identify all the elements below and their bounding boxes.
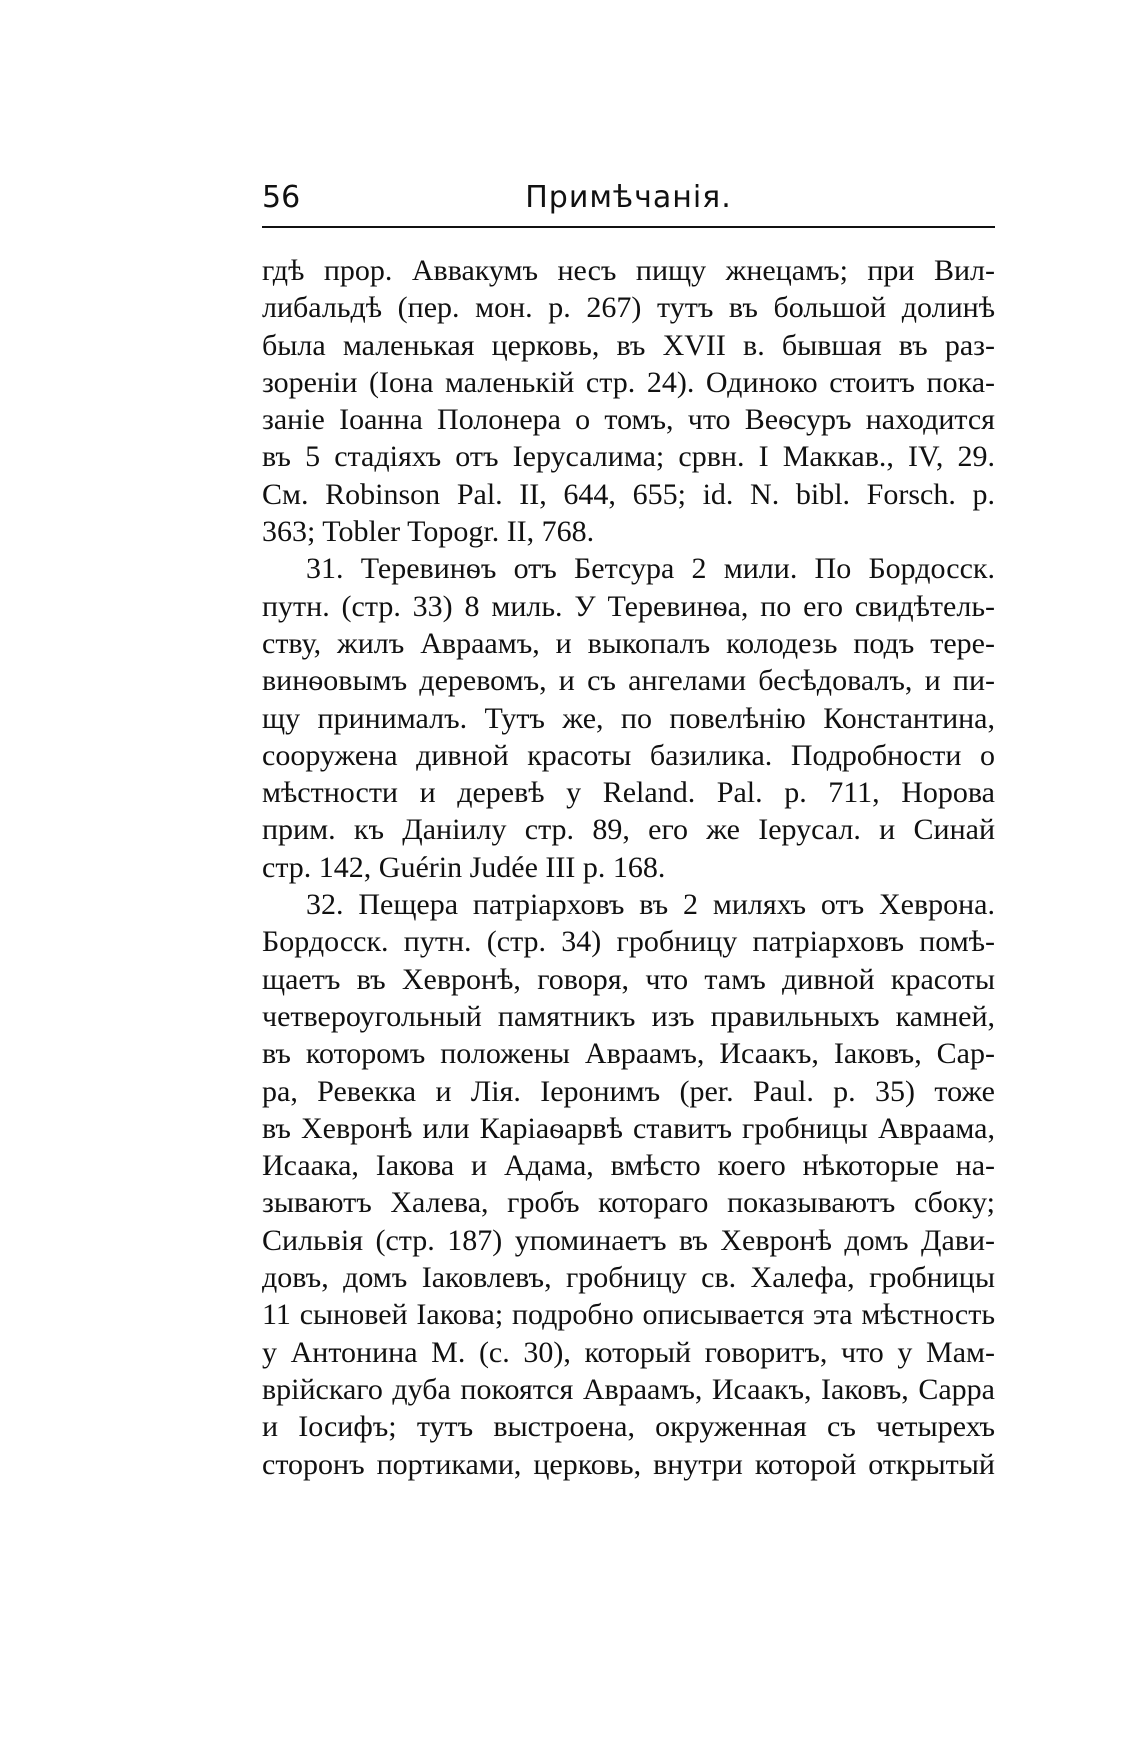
text-line: прим. къ Даніилу стр. 89, его же Іерусал. и Синай bbox=[262, 813, 995, 847]
text-line: Сильвія (стр. 187) упоминаетъ въ Хевронѣ домъ Дави- bbox=[262, 1223, 995, 1257]
page-header bbox=[262, 178, 995, 222]
text-line: мѣстности и деревѣ у Reland. Pal. p. 711, Норова bbox=[262, 776, 995, 810]
running-title: Примѣчанія. bbox=[525, 180, 732, 215]
note-32-start: 32. Пещера патріарховъ въ 2 миляхъ отъ Хеврона. bbox=[306, 888, 995, 922]
text-line: въ 5 стадіяхъ отъ Іерусалима; срвн. I Маккав., IV, 29. bbox=[262, 440, 995, 474]
text-line: щаетъ въ Хевронѣ, говоря, что тамъ дивной красоты bbox=[262, 962, 995, 996]
text-line: была маленькая церковь, въ XVII в. бывшая въ раз- bbox=[262, 328, 995, 362]
text-line: въ Хевронѣ или Каріаѳарвѣ ставитъ гробницы Авраама, bbox=[262, 1111, 995, 1145]
text-line: у Антонина М. (с. 30), который говоритъ, что у Мам- bbox=[262, 1335, 995, 1369]
text-line: ра, Ревекка и Лія. Іеронимъ (per. Paul. p. 35) тоже bbox=[262, 1074, 995, 1108]
text-line: Бордосск. путн. (стр. 34) гробницу патріарховъ помѣ- bbox=[262, 925, 995, 959]
header-rule bbox=[262, 226, 995, 228]
note-31-start: 31. Теревинѳъ отъ Бетсура 2 мили. По Бордосск. bbox=[306, 552, 995, 586]
text-line: зываютъ Халева, гробъ котораго показываютъ сбоку; bbox=[262, 1186, 995, 1220]
text-line: стр. 142, Guérin Judée III p. 168. bbox=[262, 850, 666, 884]
text-line: заніе Іоанна Полонера о томъ, что Веѳсуръ находится bbox=[262, 403, 995, 437]
text-line: въ которомъ положены Авраамъ, Исаакъ, Іаковъ, Сар- bbox=[262, 1037, 995, 1071]
body-text bbox=[262, 252, 995, 1483]
text-line: 11 сыновей Іакова; подробно описывается эта мѣстность bbox=[262, 1298, 995, 1332]
text-line: гдѣ прор. Аввакумъ несъ пищу жнецамъ; при Вил- bbox=[262, 254, 995, 287]
text-line: сооружена дивной красоты базилика. Подробности о bbox=[262, 738, 995, 772]
text-line: четвероугольный памятникъ изъ правильныхъ камней, bbox=[262, 999, 995, 1033]
page-number: 56 bbox=[262, 180, 301, 215]
text-line: щу принималъ. Тутъ же, по повелѣнію Константина, bbox=[262, 701, 995, 735]
text-line: Исаака, Іакова и Адама, вмѣсто коего нѣкоторые на- bbox=[262, 1149, 995, 1183]
text-line: либальдѣ (пер. мон. р. 267) тутъ въ большой долинѣ bbox=[262, 291, 995, 325]
text-line: См. Robinson Pal. II, 644, 655; id. N. bibl. Forsch. p. bbox=[262, 477, 995, 511]
text-line: и Іосифъ; тутъ выстроена, окруженная съ четырехъ bbox=[262, 1410, 995, 1444]
text-line: 363; Tobler Topogr. II, 768. bbox=[262, 515, 595, 549]
text-line: ству, жилъ Авраамъ, и выкопалъ колодезь подъ тере- bbox=[262, 626, 995, 660]
text-line: зореніи (Іона маленькій стр. 24). Одиноко стоитъ пока- bbox=[262, 365, 995, 399]
text-line: врійскаго дуба покоятся Авраамъ, Исаакъ, Іаковъ, Сарра bbox=[262, 1372, 995, 1406]
text-line: путн. (стр. 33) 8 миль. У Теревинѳа, по его свидѣтель- bbox=[262, 589, 995, 623]
text-line: винѳовымъ деревомъ, и съ ангелами бесѣдовалъ, и пи- bbox=[262, 664, 995, 698]
text-line: сторонъ портиками, церковь, внутри которой открытый bbox=[262, 1447, 995, 1481]
text-line: довъ, домъ Іаковлевъ, гробницу св. Халефа, гробницы bbox=[262, 1261, 995, 1295]
